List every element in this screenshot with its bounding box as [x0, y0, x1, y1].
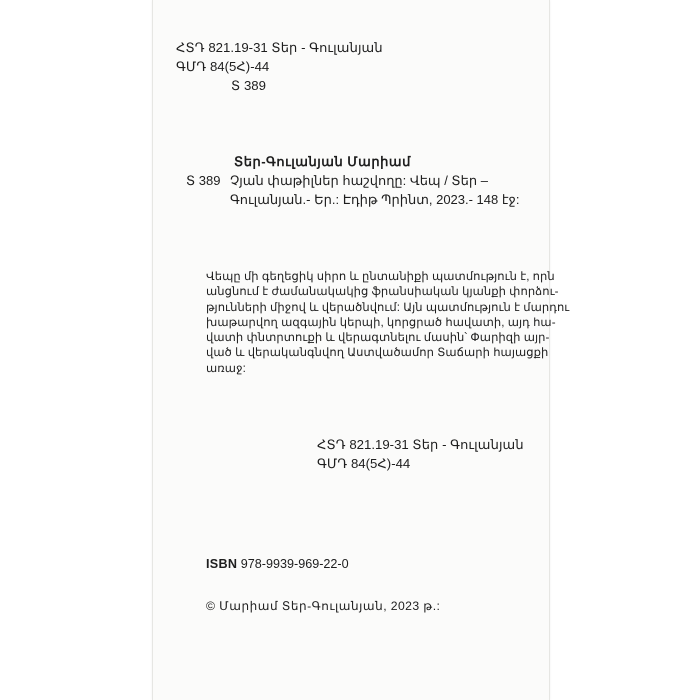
bbk-code: ԳՄԴ 84(5Հ)-44 — [176, 59, 270, 74]
copyright-notice: © Մարիամ Տեր-Գուլանյան, 2023 թ.: — [206, 599, 441, 613]
annotation-line: վատի փնտրտուքի և վերագտնելու մասին՝ Փարիզի այր- — [206, 331, 550, 345]
catalog-imprint: Գուլանյան.- Եր.: Էդիթ Պրինտ, 2023.- 148 էջ: — [230, 192, 520, 207]
catalog-title-line — [186, 171, 519, 190]
classification-header — [176, 38, 383, 95]
udc-code: ՀՏԴ 821.19-31 Տեր - Գուլանյան — [176, 40, 383, 55]
isbn-label: ISBN — [206, 557, 238, 571]
isbn-line — [206, 555, 349, 574]
catalog-record — [186, 152, 519, 209]
annotation-line: խաթարվող ազգային կերպի, կորցրած հավատի, այդ հա- — [206, 315, 556, 329]
udc-code-bottom: ՀՏԴ 821.19-31 Տեր - Գուլանյան — [317, 437, 524, 452]
classification-footer — [317, 435, 524, 473]
book-annotation — [206, 269, 569, 376]
bbk-code-bottom: ԳՄԴ 84(5Հ)-44 — [317, 456, 411, 471]
catalog-title: Չյան փաթիլներ հաշվողը: Վեպ / Տեր – — [230, 173, 488, 188]
annotation-line: թյունների միջով և վերածնվում: Այն պատմություն է մարդու — [206, 300, 570, 314]
author-sign: Տ 389 — [231, 78, 266, 93]
catalog-author: Տեր-Գուլանյան Մարիամ — [234, 154, 411, 169]
catalog-author-sign: Տ 389 — [186, 173, 221, 188]
isbn-number: 978-9939-969-22-0 — [240, 557, 349, 571]
annotation-line: ված և վերականգնվող Աստվածամոր Տաճարի հայացքի — [206, 346, 549, 360]
annotation-line: առաջ: — [206, 361, 246, 375]
annotation-line: անցնում է ժամանակակից ֆրանսիական կյանքի փորձու- — [206, 285, 559, 299]
annotation-line: Վեպը մի գեղեցիկ սիրո և ընտանիքի պատմություն է, որն — [206, 270, 555, 283]
